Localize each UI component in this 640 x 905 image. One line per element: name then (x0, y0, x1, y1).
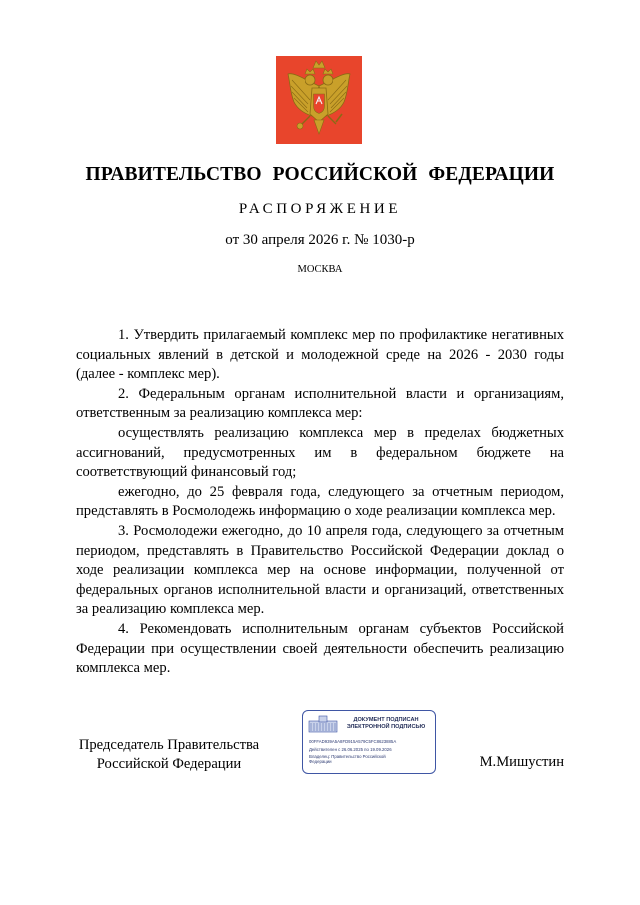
government-building-icon (308, 715, 338, 733)
signatory-position-line1: Председатель Правительства (78, 737, 260, 753)
stamp-owner-line1: Владелец: Правительство Российской (309, 754, 386, 759)
document-body (76, 326, 564, 679)
russian-coat-of-arms-icon (276, 56, 362, 144)
paragraph-4: 4. Рекомендовать исполнительным органам субъектов Российской Федерации при осуществлении своей деятельности обеспечить реализацию комплекса мер. (76, 620, 564, 677)
paragraph-2b: ежегодно, до 25 февраля года, следующего за отчетным периодом, представлять в Росмолодежь информацию о ходе реализации комплекса мер. (76, 483, 564, 520)
government-title: ПРАВИТЕЛЬСТВО РОССИЙСКОЙ ФЕДЕРАЦИИ (85, 164, 555, 185)
stamp-certificate: 00FFAD939A5A8FD915A579C5FC8623885A (309, 739, 397, 744)
stamp-heading-line2: ЭЛЕКТРОННОЙ ПОДПИСЬЮ (346, 724, 426, 730)
electronic-signature-stamp (302, 710, 436, 774)
paragraph-2a: осуществлять реализацию комплекса мер в пределах бюджетных ассигнований, предусмотренных им в федеральном бюджете на соответствующий финансовый год; (76, 424, 564, 481)
signatory-position-line2: Российской Федерации (96, 756, 242, 772)
document-type: РАСПОРЯЖЕНИЕ (238, 201, 402, 217)
stamp-owner-line2: Федерации (309, 759, 332, 764)
signatory-position (76, 736, 262, 774)
paragraph-1: 1. Утвердить прилагаемый комплекс мер по профилактике негативных социальных явлений в детской и молодежной среде на 2026 - 2030 годы (далее - комплекс мер). (76, 327, 564, 383)
paragraph-2: 2. Федеральным органам исполнительной власти и организациям, ответственным за реализацию комплекса мер: (76, 385, 564, 422)
stamp-heading (339, 717, 433, 731)
paragraph-3: 3. Росмолодежи ежегодно, до 10 апреля года, следующего за отчетным периодом, представлять в Правительство Российской Федерации доклад о ходе реализации комплекса мер на основе информации, полученной от федеральных органов исполнительной власти и организаций, ответственных за реализацию комплекса мер. (76, 522, 564, 618)
signatory-name: М.Мишустин (479, 754, 564, 770)
document-city: МОСКВА (297, 264, 343, 275)
stamp-validity: Действителен с 26.06.2025 по 19.09.2026 (309, 747, 392, 752)
stamp-heading-line1: ДОКУМЕНТ ПОДПИСАН (353, 717, 419, 723)
document-date-number: от 30 апреля 2026 г. № 1030-р (225, 232, 415, 248)
